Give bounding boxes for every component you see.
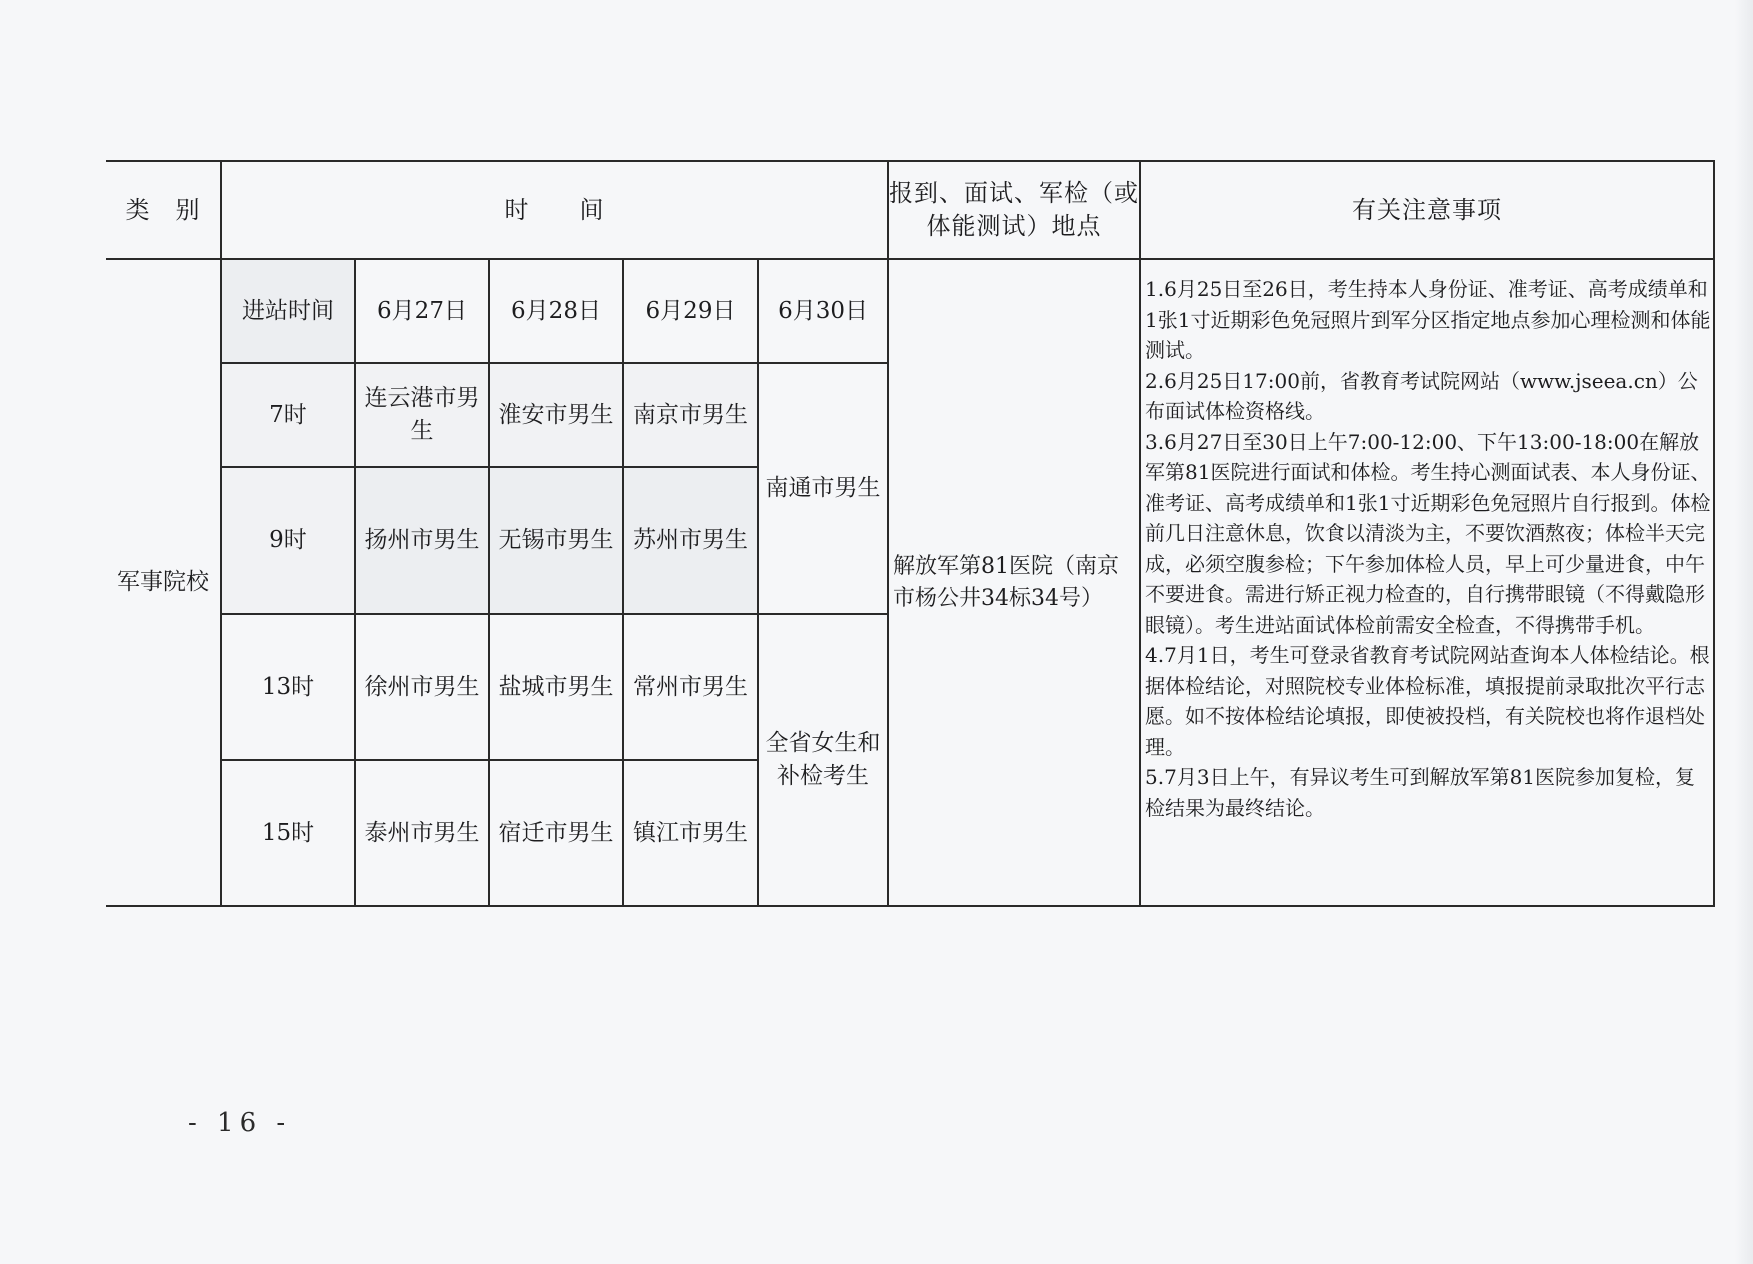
header-time: 时 间: [221, 161, 888, 259]
time-slot-15: 15时: [221, 760, 355, 906]
schedule-table: [106, 160, 1715, 907]
june30-afternoon-cell: 全省女生和补检考生: [758, 614, 888, 906]
dates-row: [106, 259, 1714, 363]
header-category: 类 别: [106, 161, 221, 259]
note-item-1: 1.6月25日至26日，考生持本人身份证、准考证、高考成绩单和1张1寸近期彩色免冠照片到军分区指定地点参加心理检测和体能测试。: [1145, 277, 1711, 362]
city-cell: 徐州市男生: [355, 614, 489, 760]
city-cell: 泰州市男生: [355, 760, 489, 906]
date-june-27: 6月27日: [355, 259, 489, 363]
city-cell: 无锡市男生: [489, 467, 623, 614]
city-cell: 宿迁市男生: [489, 760, 623, 906]
note-item-2: 2.6月25日17:00前，省教育考试院网站（www.jseea.cn）公布面试体检资格线。: [1145, 368, 1698, 423]
time-slot-7: 7时: [221, 363, 355, 467]
notes-cell: [1140, 259, 1714, 906]
time-slot-9: 9时: [221, 467, 355, 614]
date-june-29: 6月29日: [623, 259, 758, 363]
category-cell: 军事院校: [106, 259, 221, 906]
city-cell: 连云港市男生: [355, 363, 489, 467]
time-slot-13: 13时: [221, 614, 355, 760]
note-item-5: 5.7月3日上午，有异议考生可到解放军第81医院参加复检，复检结果为最终结论。: [1145, 765, 1696, 820]
header-notes: 有关注意事项: [1140, 161, 1714, 259]
city-cell: 镇江市男生: [623, 760, 758, 906]
arrival-time-label: 进站时间: [221, 259, 355, 363]
date-june-30: 6月30日: [758, 259, 888, 363]
city-cell: 常州市男生: [623, 614, 758, 760]
header-row: [106, 161, 1714, 259]
note-item-4: 4.7月1日，考生可登录省教育考试院网站查询本人体检结论。根据体检结论，对照院校专业体检标准，填报提前录取批次平行志愿。如不按体检结论填报，即使被投档，有关院校也将作退档处理。: [1145, 643, 1710, 759]
city-cell: 盐城市男生: [489, 614, 623, 760]
city-cell: 扬州市男生: [355, 467, 489, 614]
date-june-28: 6月28日: [489, 259, 623, 363]
page-number: - 16 -: [188, 1108, 292, 1138]
page-edge-shadow: [1735, 0, 1753, 1264]
header-location: 报到、面试、军检（或体能测试）地点: [888, 161, 1140, 259]
location-cell: 解放军第81医院（南京市杨公井34标34号）: [888, 259, 1140, 906]
note-item-3: 3.6月27日至30日上午7:00-12:00、下午13:00-18:00在解放军第81医院进行面试和体检。考生持心测面试表、本人身份证、准考证、高考成绩单和1张1寸近期彩色免冠照片自行报到。体检前几日注意休息，饮食以清淡为主，不要饮酒熬夜；体检半天完成，必须空腹参检；下午参加体检人员，早上可少量进食，中午不要进食。需进行矫正视力检查的，自行携带眼镜（不得戴隐形眼镜）。考生进站面试体检前需安全检查，不得携带手机。: [1145, 429, 1711, 637]
june30-morning-cell: 南通市男生: [758, 363, 888, 614]
city-cell: 淮安市男生: [489, 363, 623, 467]
city-cell: 苏州市男生: [623, 467, 758, 614]
city-cell: 南京市男生: [623, 363, 758, 467]
